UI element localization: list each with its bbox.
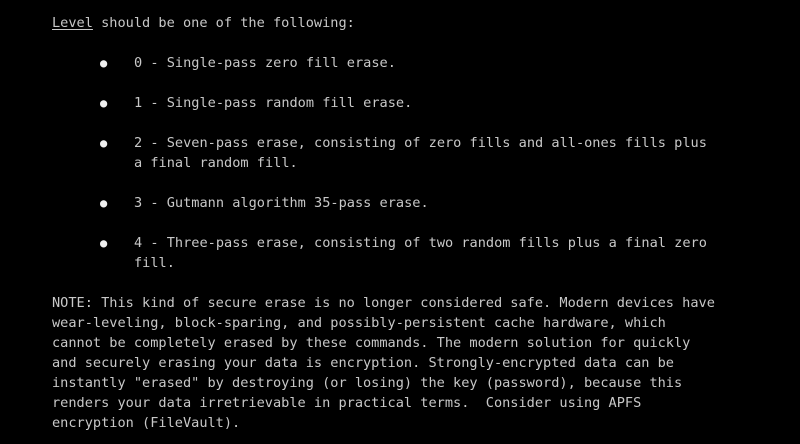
note-text: cannot be completely erased by these commands. The modern solution for quickly (52, 335, 691, 351)
blank-line (52, 213, 800, 233)
note-text: renders your data irretrievable in practical terms. Consider using APFS (52, 395, 642, 411)
note-line (52, 413, 800, 433)
list-item-level-2-continuation (52, 153, 800, 173)
list-item-level-4 (52, 233, 800, 253)
bullet-icon: ● (100, 196, 108, 210)
list-item-level-2 (52, 133, 800, 153)
blank-line (52, 33, 800, 53)
list-item-level-1 (52, 93, 800, 113)
blank-line (52, 73, 800, 93)
list-item-text: 3 - Gutmann algorithm 35-pass erase. (134, 195, 429, 211)
bullet-icon: ● (100, 56, 108, 70)
list-item-text: fill. (134, 255, 175, 271)
note-text: encryption (FileVault). (52, 415, 241, 431)
list-item-level-0 (52, 53, 800, 73)
note-line (52, 393, 800, 413)
list-item-text: 0 - Single-pass zero fill erase. (134, 55, 396, 71)
note-text: instantly "erased" by destroying (or losing) the key (password), because this (52, 375, 683, 391)
blank-line (52, 113, 800, 133)
intro-text: should be one of the following: (92, 15, 355, 31)
note-line (52, 353, 800, 373)
note-text: and securely erasing your data is encryption. Strongly-encrypted data can be (52, 355, 674, 371)
blank-line (52, 173, 800, 193)
blank-line (52, 273, 800, 293)
note-line (52, 373, 800, 393)
list-item-text: 1 - Single-pass random fill erase. (134, 95, 413, 111)
intro-line (52, 13, 800, 33)
bullet-icon: ● (100, 136, 108, 150)
list-item-level-3 (52, 193, 800, 213)
list-item-level-4-continuation (52, 253, 800, 273)
list-item-text: 2 - Seven-pass erase, consisting of zero fills and all-ones fills plus (134, 135, 707, 151)
bullet-icon: ● (100, 96, 108, 110)
note-text: NOTE: This kind of secure erase is no longer considered safe. Modern devices have (52, 295, 715, 311)
level-keyword: Level (52, 15, 93, 31)
note-line (52, 293, 800, 313)
note-line (52, 313, 800, 333)
list-item-text: 4 - Three-pass erase, consisting of two random fills plus a final zero (134, 235, 707, 251)
list-item-text: a final random fill. (134, 155, 298, 171)
note-text: wear-leveling, block-sparing, and possibly-persistent cache hardware, which (52, 315, 666, 331)
bullet-icon: ● (100, 236, 108, 250)
note-line (52, 333, 800, 353)
